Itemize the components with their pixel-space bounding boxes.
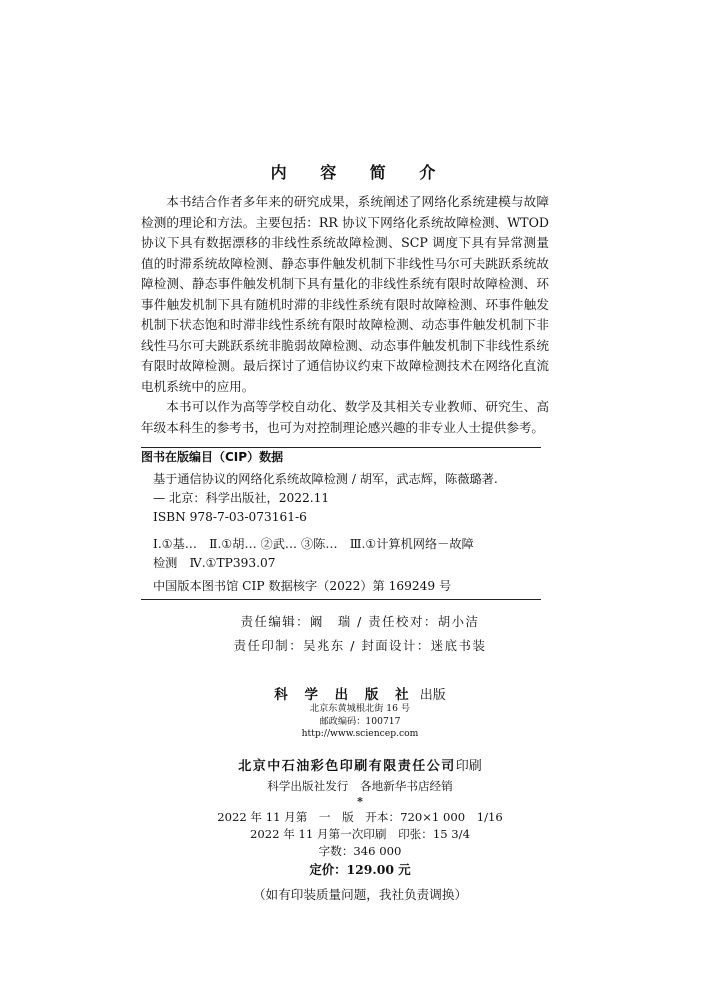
publisher-website: http://www.sciencep.com [301, 728, 419, 739]
abstract-section [141, 192, 549, 438]
cip-publisher-line: — 北京：科学出版社，2022.11 [153, 491, 330, 505]
price: 定价：129.00 元 [309, 861, 411, 877]
word-count: 字数：346 000 [318, 843, 402, 858]
distribution-line: 科学出版社发行 各地新华书店经销 [267, 778, 453, 793]
separator-star: * [357, 794, 363, 808]
abstract-paragraph-1: 本书结合作者多年来的研究成果，系统阐述了网络化系统建模与故障检测的理论和方法。主要包括：RR 协议下网络化系统故障检测、WTOD协议下具有数据漂移的非线性系统故障检测、SCP 调度下具有异常测量值的时滞系统故障检测、静态事件触发机制下非线性马尔可夫跳跃系统故障检测、静态事件触发机制下具有量化的非线性系统有限时故障检测、环事件触发机制下具有随机时滞的非线性系统有限时故障检测、环事件触发机制下状态饱和时滞非线性系统有限时故障检测、动态事件触发机制下非线性马尔可夫跳跃系统非脆弱故障检测、动态事件触发机制下非线性系统有限时故障检测。最后探讨了通信协议约束下故障检测技术在网络化直流电机系统中的应用。 [141, 194, 549, 394]
cip-classification-1: Ⅰ.①基… Ⅱ.①胡… ②武… ③陈… Ⅲ.①计算机网络－故障 [153, 537, 474, 551]
publisher-name: 科 学 出 版 社 [274, 687, 415, 703]
printing-line: 2022 年 11 月第一次印刷 印张：15 3/4 [250, 826, 470, 841]
printer-suffix: 印刷 [455, 758, 482, 774]
quality-notice: （如有印装质量问题，我社负责调换） [252, 886, 468, 902]
editor-credits: 责任编辑：阚 瑞 / 责任校对：胡小洁 [240, 614, 480, 629]
cip-title-line: 基于通信协议的网络化系统故障检测 / 胡军，武志辉，陈薇璐著. [153, 472, 498, 486]
edition-line: 2022 年 11 月第 一 版 开本：720×1 000 1/16 [217, 809, 503, 824]
cip-heading: 图书在版编目（CIP）数据 [141, 450, 284, 464]
publisher-address: 北京东黄城根北街 16 号 [309, 703, 411, 714]
printing-credits: 责任印制：吴兆东 / 封面设计：迷底书装 [233, 638, 487, 653]
cip-gap [141, 527, 541, 535]
printer-name: 北京中石油彩色印刷有限责任公司 [238, 758, 456, 774]
abstract-paragraph-2: 本书可以作为高等学校自动化、数学及其相关专业教师、研究生、高年级本科生的参考书，也可为对控制理论感兴趣的非专业人士提供参考。 [141, 399, 549, 435]
cip-top-rule [141, 447, 541, 448]
publisher-line [0, 683, 720, 703]
printer-line [0, 755, 720, 774]
cip-classification-2: 检测 Ⅳ.①TP393.07 [153, 556, 276, 570]
publisher-postcode: 邮政编码：100717 [319, 715, 401, 727]
cip-block [141, 448, 541, 600]
imprint-block [0, 683, 720, 905]
cip-isbn: ISBN 978-7-03-073161-6 [153, 510, 307, 524]
publisher-suffix: 出版 [419, 688, 446, 703]
page-title: 内 容 简 介 [270, 163, 450, 182]
cip-record-number: 中国版本图书馆 CIP 数据核字（2022）第 169249 号 [141, 577, 541, 600]
